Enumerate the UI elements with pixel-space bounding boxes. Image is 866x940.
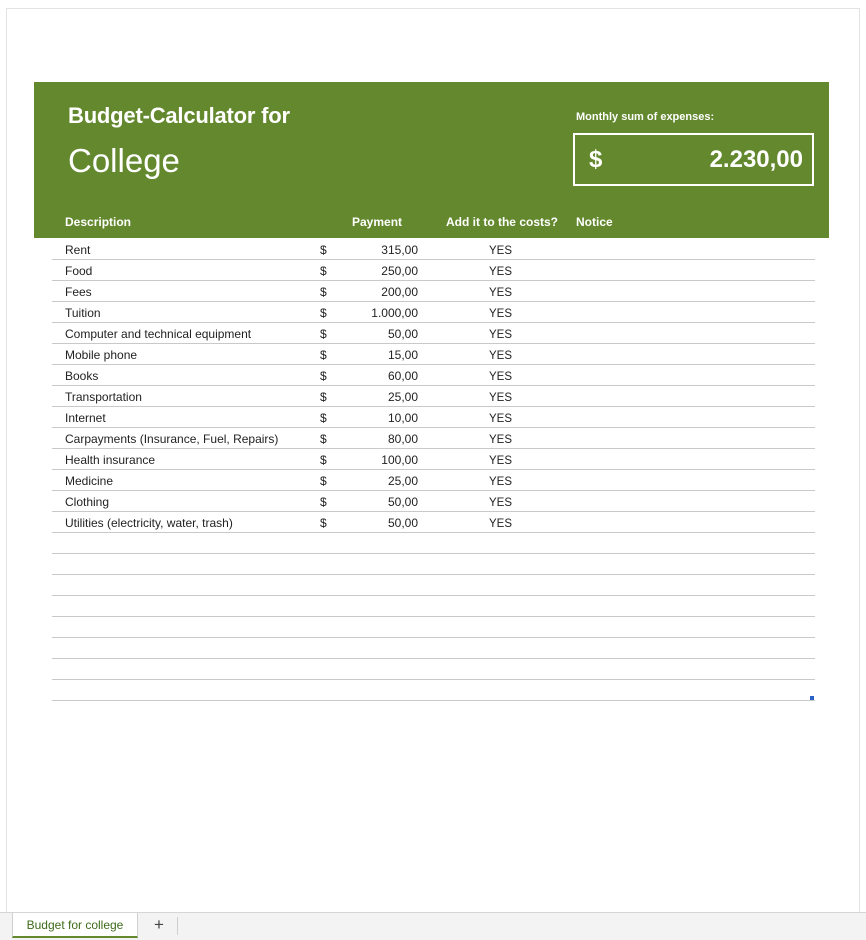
- row-amount[interactable]: 50,00: [387, 327, 418, 341]
- sum-currency-symbol: $: [589, 146, 603, 173]
- row-add-flag[interactable]: YES: [489, 350, 513, 362]
- title-line-2[interactable]: College: [68, 142, 180, 179]
- row-add-flag[interactable]: YES: [489, 329, 513, 341]
- table-row[interactable]: [52, 302, 815, 323]
- row-description[interactable]: Mobile phone: [65, 348, 138, 362]
- table-resize-handle[interactable]: [810, 696, 814, 700]
- row-description[interactable]: Health insurance: [65, 453, 156, 467]
- row-add-flag[interactable]: YES: [489, 497, 513, 509]
- column-header-payment[interactable]: Payment: [352, 215, 403, 229]
- table-row[interactable]: [52, 344, 815, 365]
- table-row[interactable]: [52, 323, 815, 344]
- row-amount[interactable]: 100,00: [381, 453, 418, 467]
- add-sheet-button[interactable]: +: [154, 915, 164, 934]
- table-row[interactable]: [52, 512, 815, 533]
- table-row[interactable]: [52, 428, 815, 449]
- table-row-empty[interactable]: [52, 533, 815, 554]
- row-currency[interactable]: $: [320, 264, 327, 278]
- row-description[interactable]: Tuition: [65, 306, 101, 320]
- row-amount[interactable]: 15,00: [387, 348, 418, 362]
- row-description[interactable]: Clothing: [65, 495, 110, 509]
- row-currency[interactable]: $: [320, 327, 327, 341]
- row-amount[interactable]: 250,00: [381, 264, 418, 278]
- row-add-flag[interactable]: YES: [489, 434, 513, 446]
- row-amount[interactable]: 50,00: [387, 495, 418, 509]
- row-description[interactable]: Books: [65, 369, 99, 383]
- table-row[interactable]: [52, 491, 815, 512]
- table-row[interactable]: [52, 470, 815, 491]
- row-currency[interactable]: $: [320, 306, 327, 320]
- table-row-empty[interactable]: [52, 659, 815, 680]
- column-header-add-to-costs[interactable]: Add it to the costs?: [446, 215, 558, 229]
- row-currency[interactable]: $: [320, 369, 327, 383]
- title-line-1[interactable]: Budget-Calculator for: [68, 103, 290, 128]
- table-row[interactable]: [52, 365, 815, 386]
- row-add-flag[interactable]: YES: [489, 476, 513, 488]
- column-header-notice[interactable]: Notice: [576, 215, 613, 229]
- row-description[interactable]: Internet: [65, 411, 106, 425]
- row-description[interactable]: Carpayments (Insurance, Fuel, Repairs): [65, 432, 279, 446]
- row-amount[interactable]: 1.000,00: [371, 306, 418, 320]
- row-amount[interactable]: 50,00: [387, 516, 418, 530]
- row-add-flag[interactable]: YES: [489, 308, 513, 320]
- row-amount[interactable]: 60,00: [387, 369, 418, 383]
- row-currency[interactable]: $: [320, 411, 327, 425]
- row-currency[interactable]: $: [320, 516, 327, 530]
- row-add-flag[interactable]: YES: [489, 287, 513, 299]
- table-row-empty[interactable]: [52, 554, 815, 575]
- table-row-empty[interactable]: [52, 680, 815, 701]
- row-add-flag[interactable]: YES: [489, 518, 513, 530]
- row-currency[interactable]: $: [320, 285, 327, 299]
- row-add-flag[interactable]: YES: [489, 392, 513, 404]
- row-add-flag[interactable]: YES: [489, 266, 513, 278]
- row-description[interactable]: Rent: [65, 243, 91, 257]
- table-row[interactable]: [52, 386, 815, 407]
- column-header-description[interactable]: Description: [65, 215, 132, 229]
- sheet-tab-bar: [0, 912, 866, 940]
- row-currency[interactable]: $: [320, 390, 327, 404]
- row-description[interactable]: Fees: [65, 285, 92, 299]
- tab-divider: [177, 917, 178, 935]
- table-row[interactable]: [52, 449, 815, 470]
- row-amount[interactable]: 10,00: [387, 411, 418, 425]
- monthly-sum-box[interactable]: [573, 133, 814, 186]
- row-currency[interactable]: $: [320, 243, 327, 257]
- table-row[interactable]: [52, 260, 815, 281]
- row-amount[interactable]: 25,00: [387, 474, 418, 488]
- monthly-sum-value: 2.230,00: [709, 146, 803, 173]
- table-row-empty[interactable]: [52, 617, 815, 638]
- row-add-flag[interactable]: YES: [489, 371, 513, 383]
- row-amount[interactable]: 200,00: [381, 285, 418, 299]
- row-currency[interactable]: $: [320, 495, 327, 509]
- table-row-empty[interactable]: [52, 575, 815, 596]
- row-add-flag[interactable]: YES: [489, 455, 513, 467]
- table-row[interactable]: [52, 407, 815, 428]
- table-row[interactable]: [52, 281, 815, 302]
- table-row[interactable]: [52, 239, 815, 260]
- row-currency[interactable]: $: [320, 453, 327, 467]
- row-currency[interactable]: $: [320, 432, 327, 446]
- row-add-flag[interactable]: YES: [489, 245, 513, 257]
- row-amount[interactable]: 315,00: [381, 243, 418, 257]
- expense-table: [52, 239, 815, 701]
- sheet-tab-budget-for-college[interactable]: Budget for college: [12, 913, 138, 938]
- row-currency[interactable]: $: [320, 348, 327, 362]
- row-currency[interactable]: $: [320, 474, 327, 488]
- row-description[interactable]: Food: [65, 264, 93, 278]
- row-add-flag[interactable]: YES: [489, 413, 513, 425]
- table-row-empty[interactable]: [52, 596, 815, 617]
- row-description[interactable]: Utilities (electricity, water, trash): [65, 516, 233, 530]
- row-description[interactable]: Computer and technical equipment: [65, 327, 252, 341]
- row-amount[interactable]: 25,00: [387, 390, 418, 404]
- row-description[interactable]: Medicine: [65, 474, 114, 488]
- row-description[interactable]: Transportation: [65, 390, 142, 404]
- row-amount[interactable]: 80,00: [387, 432, 418, 446]
- monthly-sum-label[interactable]: Monthly sum of expenses:: [576, 111, 715, 123]
- table-row-empty[interactable]: [52, 638, 815, 659]
